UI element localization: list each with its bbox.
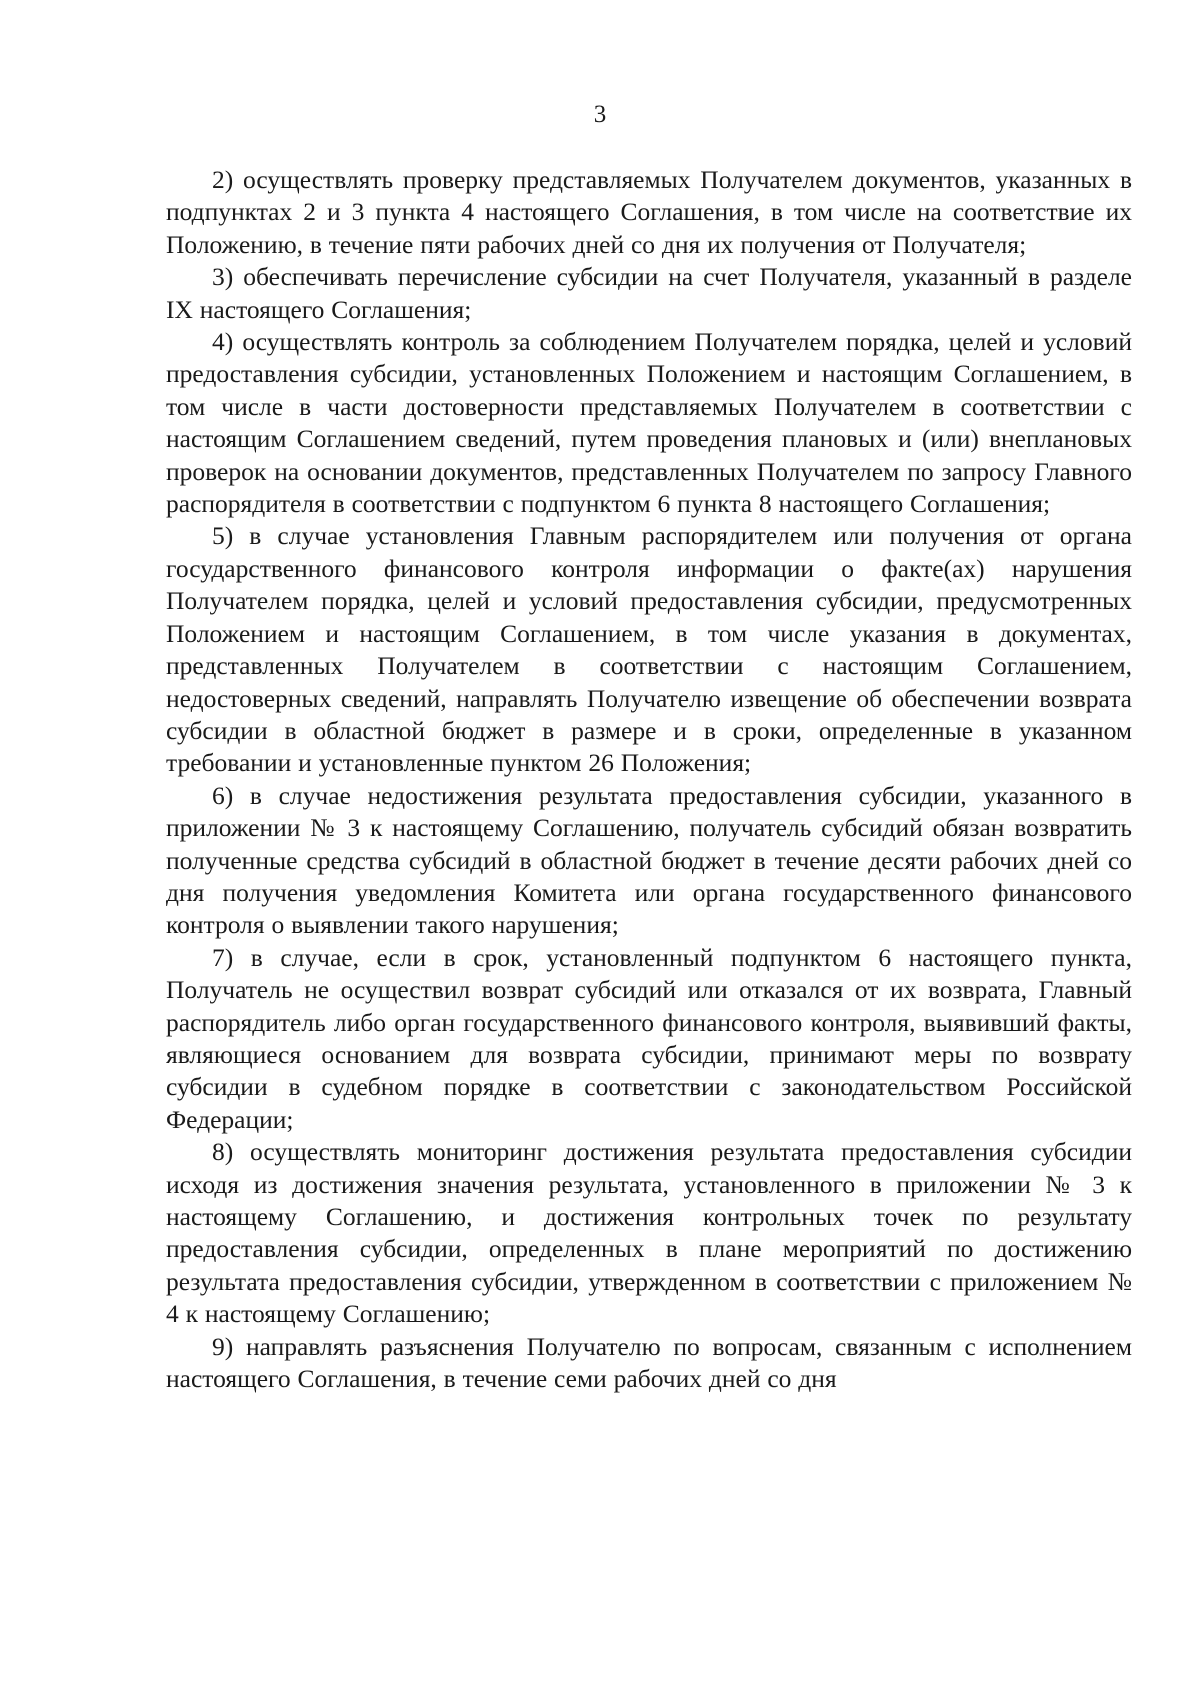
paragraph-item-6: 6) в случае недостижения результата предоставления субсидии, указанного в приложении № 3 к настоящему Соглашению, получатель субсидий обязан возвратить полученные средства субсидий в областной бюджет в течение десяти рабочих дней со дня получения уведомления Комитета или органа государственного финансового контроля о выявлении такого нарушения; — [166, 780, 1132, 940]
paragraph-item-5: 5) в случае установления Главным распорядителем или получения от органа государственного финансового контроля информации о факте(ах) нарушения Получателем порядка, целей и условий предоставления субсидии, предусмотренных Положением и настоящим Соглашением, в том числе указания в документах, представленных Получателем в соответствии с настоящим Соглашением, недостоверных сведений, направлять Получателю извещение об обеспечении возврата субсидии в областной бюджет в размере и в сроки, определенные в указанном требовании и установленные пунктом 26 Положения; — [166, 521, 1132, 778]
paragraph-item-8: 8) осуществлять мониторинг достижения результата предоставления субсидии исходя из достижения значения результата, установленного в приложении № 3 к настоящему Соглашению, и достижения контрольных точек по результату предоставления субсидии, определенных в плане мероприятий по достижению результата предоставления субсидии, утвержденном в соответствии с приложением № 4 к настоящему Соглашению; — [166, 1137, 1132, 1329]
paragraph-item-7: 7) в случае, если в срок, установленный подпунктом 6 настоящего пункта, Получатель не осуществил возврат субсидий или отказался от их возврата, Главный распорядитель либо орган государственного финансового контроля, выявивший факты, являющиеся основанием для возврата субсидии, принимают меры по возврату субсидии в судебном порядке в соответствии с законодательством Российской Федерации; — [166, 942, 1132, 1134]
paragraph-item-2: 2) осуществлять проверку представляемых Получателем документов, указанных в подпунктах 2 и 3 пункта 4 настоящего Соглашения, в том числе на соответствие их Положению, в течение пяти рабочих дней со дня их получения от Получателя; — [166, 165, 1132, 259]
paragraph-item-3: 3) обеспечивать перечисление субсидии на счет Получателя, указанный в разделе IX настоящего Соглашения; — [166, 262, 1132, 324]
document-body — [166, 164, 1132, 1395]
paragraph-item-4: 4) осуществлять контроль за соблюдением Получателем порядка, целей и условий предоставления субсидии, установленных Положением и настоящим Соглашением, в том числе в части достоверности представляемых Получателем в соответствии с настоящим Соглашением сведений, путем проведения плановых и (или) внеплановых проверок на основании документов, представленных Получателем по запросу Главного распорядителя в соответствии с подпунктом 6 пункта 8 настоящего Соглашения; — [166, 327, 1132, 519]
page-number: 3 — [593, 101, 607, 128]
paragraph-item-9: 9) направлять разъяснения Получателю по вопросам, связанным с исполнением настоящего Соглашения, в течение семи рабочих дней со дня — [166, 1331, 1132, 1394]
